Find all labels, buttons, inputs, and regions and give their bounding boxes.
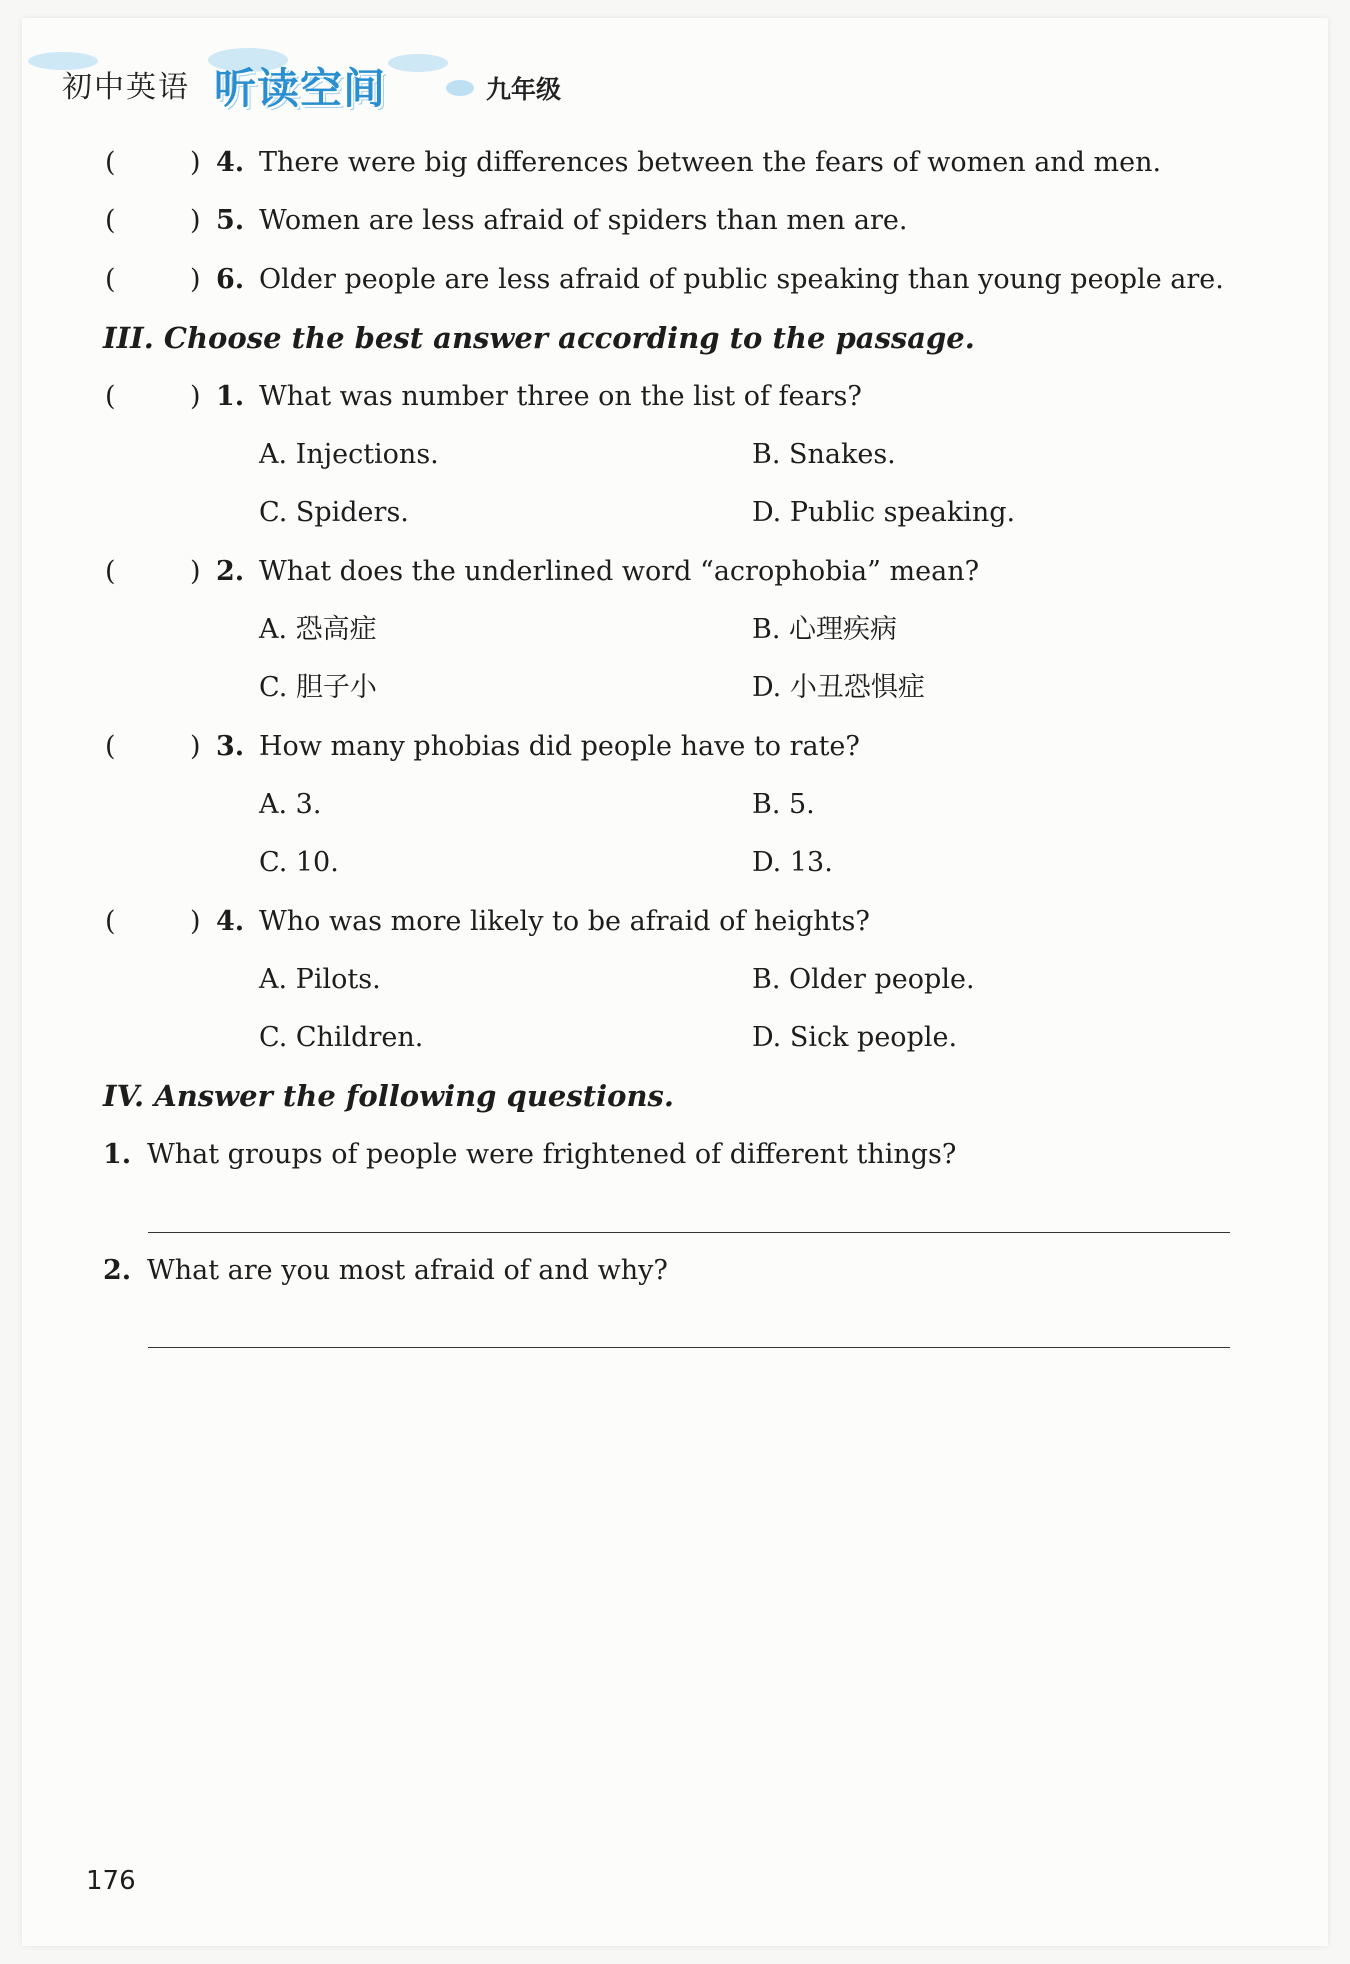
answer-bracket-close: ) (190, 731, 201, 762)
option-c[interactable]: C. Spiders. (259, 497, 409, 528)
item-text: How many phobias did people have to rate? (259, 731, 860, 762)
option-d[interactable]: D. Sick people. (752, 1022, 958, 1053)
answer-line[interactable] (148, 1347, 1230, 1348)
option-b[interactable]: B. Snakes. (752, 439, 896, 470)
option-b[interactable]: B. 5. (752, 789, 815, 820)
item-text: Who was more likely to be afraid of heights? (259, 906, 870, 937)
page-sheet (22, 18, 1328, 1946)
item-number: 3. (216, 731, 245, 762)
answer-bracket-open[interactable]: ( (105, 147, 116, 178)
item-number: 2. (216, 556, 245, 587)
option-d[interactable]: D. 小丑恐惧症 (752, 672, 925, 703)
answer-bracket-open[interactable]: ( (105, 264, 116, 295)
option-c[interactable]: C. 胆子小 (259, 672, 377, 703)
item-number: 1. (103, 1139, 132, 1170)
item-text: Older people are less afraid of public speaking than young people are. (259, 264, 1224, 295)
item-text: Women are less afraid of spiders than men are. (259, 205, 908, 236)
option-d[interactable]: D. 13. (752, 847, 833, 878)
answer-bracket-open[interactable]: ( (105, 906, 116, 937)
item-text: What does the underlined word “acrophobia” mean? (259, 556, 980, 587)
item-text: There were big differences between the fears of women and men. (259, 147, 1162, 178)
brand-logo: 听读空间 (214, 64, 387, 113)
item-number: 1. (216, 381, 245, 412)
answer-bracket-close: ) (190, 264, 201, 295)
grade-dot-decoration (446, 80, 474, 96)
answer-bracket-close: ) (190, 906, 201, 937)
option-b[interactable]: B. 心理疾病 (752, 614, 898, 645)
answer-line[interactable] (148, 1232, 1230, 1233)
option-a[interactable]: A. Pilots. (259, 964, 381, 995)
item-number: 4. (216, 906, 245, 937)
answer-bracket-close: ) (190, 381, 201, 412)
book-header (58, 58, 618, 114)
answer-bracket-close: ) (190, 556, 201, 587)
option-a[interactable]: A. Injections. (259, 439, 439, 470)
section-heading: III. Choose the best answer according to the passage. (103, 321, 975, 355)
option-a[interactable]: A. 3. (259, 789, 322, 820)
item-text: What groups of people were frightened of different things? (147, 1139, 957, 1170)
answer-bracket-open[interactable]: ( (105, 556, 116, 587)
header-cloud-decoration (388, 54, 448, 72)
grade-text: 九年级 (486, 75, 562, 104)
option-c[interactable]: C. Children. (259, 1022, 424, 1053)
item-number: 2. (103, 1255, 132, 1286)
series-title: 初中英语 (62, 70, 190, 105)
answer-bracket-open[interactable]: ( (105, 381, 116, 412)
page-number: 176 (86, 1866, 136, 1896)
option-c[interactable]: C. 10. (259, 847, 339, 878)
option-b[interactable]: B. Older people. (752, 964, 975, 995)
section-heading: IV. Answer the following questions. (103, 1079, 674, 1113)
item-number: 4. (216, 147, 245, 178)
item-text: What was number three on the list of fears? (259, 381, 862, 412)
option-d[interactable]: D. Public speaking. (752, 497, 1016, 528)
answer-bracket-close: ) (190, 205, 201, 236)
item-number: 5. (216, 205, 245, 236)
item-text: What are you most afraid of and why? (147, 1255, 668, 1286)
item-number: 6. (216, 264, 245, 295)
answer-bracket-close: ) (190, 147, 201, 178)
option-a[interactable]: A. 恐高症 (259, 614, 377, 645)
answer-bracket-open[interactable]: ( (105, 731, 116, 762)
answer-bracket-open[interactable]: ( (105, 205, 116, 236)
